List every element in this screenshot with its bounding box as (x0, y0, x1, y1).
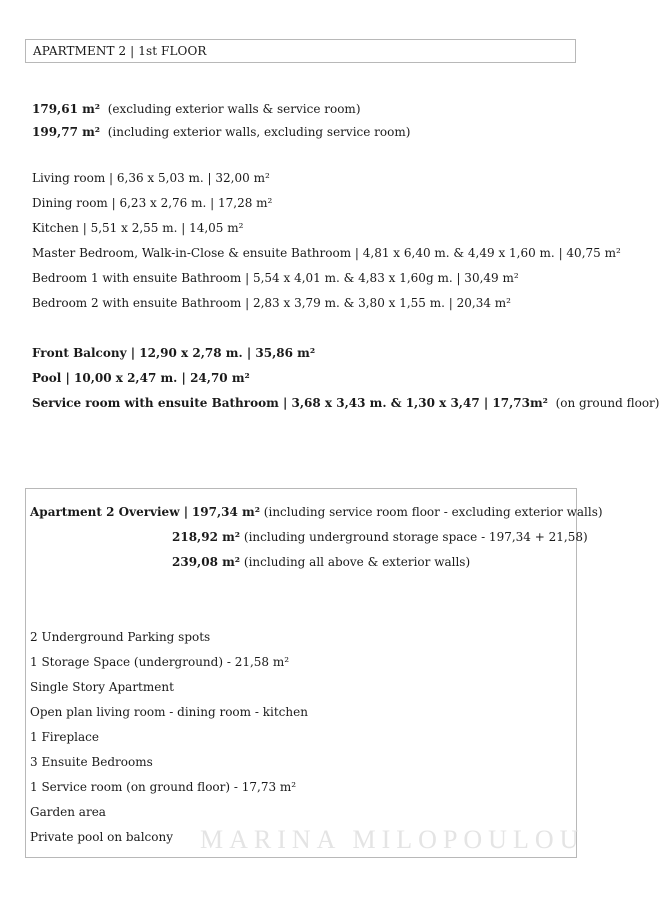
extra-line (32, 370, 250, 386)
feature-item: Open plan living room - dining room - kitchen (30, 705, 308, 719)
area-line-1 (32, 101, 361, 117)
room-line: Dining room | 6,23 x 2,76 m. | 17,28 m² (32, 196, 273, 210)
feature-item: Single Story Apartment (30, 680, 174, 694)
overview-note: (including service room floor - excluding exterior walls) (263, 505, 603, 519)
watermark-logo: MARINA MILOPOULOU (200, 825, 585, 854)
feature-item: 1 Storage Space (underground) - 21,58 m² (30, 655, 290, 669)
room-line: Master Bedroom, Walk-in-Close & ensuite Bathroom | 4,81 x 6,40 m. & 4,49 x 1,60 m. | 40,75 m² (32, 246, 621, 260)
feature-item: 1 Service room (on ground floor) - 17,73 m² (30, 780, 297, 794)
area-line-2 (32, 124, 410, 140)
area-note: (excluding exterior walls & service room) (107, 102, 361, 116)
overview-panel (25, 488, 603, 858)
overview-total-1 (30, 504, 603, 520)
room-line: Bedroom 1 with ensuite Bathroom | 5,54 x 4,01 m. & 4,83 x 1,60g m. | 30,49 m² (32, 271, 519, 285)
room-line: Living room | 6,36 x 5,03 m. | 32,00 m² (32, 171, 270, 185)
feature-item: Private pool on balcony (30, 830, 173, 844)
extra-value: Front Balcony | 12,90 x 2,78 m. | 35,86 m² (32, 346, 316, 360)
feature-item: Garden area (30, 805, 106, 819)
extra-note: (on ground floor) (555, 396, 659, 410)
extra-line (32, 345, 315, 361)
overview-value: 239,08 m² (172, 555, 241, 569)
feature-item: 3 Ensuite Bedrooms (30, 755, 153, 769)
overview-value: 218,92 m² (172, 530, 241, 544)
page-title: APARTMENT 2 | 1st FLOOR (25, 39, 576, 63)
room-line: Kitchen | 5,51 x 2,55 m. | 14,05 m² (32, 221, 244, 235)
extra-value: Service room with ensuite Bathroom | 3,68 x 3,43 m. & 1,30 x 3,47 | 17,73m² (32, 396, 548, 410)
area-value: 179,61 m² (32, 102, 101, 116)
overview-note: (including all above & exterior walls) (243, 555, 471, 569)
extra-value: Pool | 10,00 x 2,47 m. | 24,70 m² (32, 371, 250, 385)
overview-note: (including underground storage space - 197,34 + 21,58) (243, 530, 588, 544)
area-note: (including exterior walls, excluding service room) (107, 125, 411, 139)
overview-total-3 (172, 554, 470, 570)
feature-item: 1 Fireplace (30, 730, 99, 744)
extra-line (32, 395, 659, 411)
area-value: 199,77 m² (32, 125, 101, 139)
feature-item: 2 Underground Parking spots (30, 630, 211, 644)
overview-label: Apartment 2 Overview | (30, 505, 189, 519)
overview-total-2 (172, 529, 588, 545)
overview-value: 197,34 m² (191, 505, 260, 519)
room-line: Bedroom 2 with ensuite Bathroom | 2,83 x 3,79 m. & 3,80 x 1,55 m. | 20,34 m² (32, 296, 511, 310)
